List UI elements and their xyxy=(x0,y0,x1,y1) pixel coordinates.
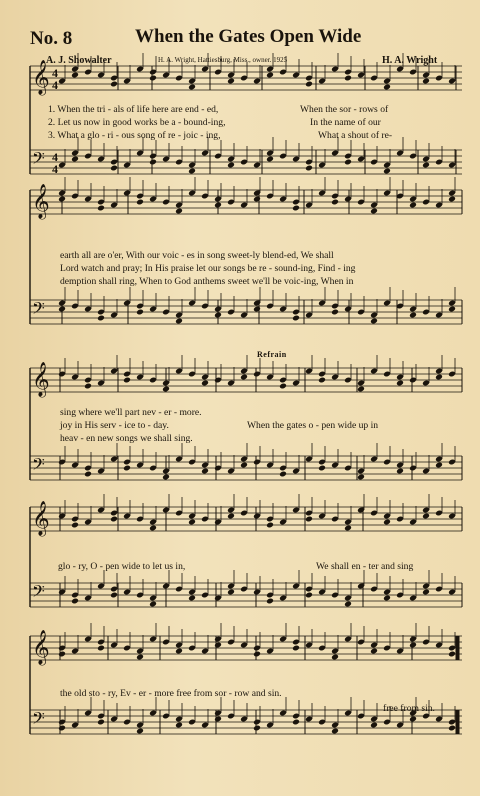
bass-clef-icon: 𝄢 xyxy=(32,454,45,478)
note-head xyxy=(149,75,157,82)
note-head xyxy=(448,651,456,658)
note-head xyxy=(253,725,261,732)
note-head xyxy=(422,162,430,169)
note-head xyxy=(84,471,92,478)
note-head xyxy=(383,168,391,175)
note-head xyxy=(97,315,105,322)
lyric-text: joy in His serv - ice to - day. xyxy=(60,420,169,431)
time-signature: 4 xyxy=(52,66,58,80)
note-head xyxy=(136,728,144,735)
note-head xyxy=(214,642,222,649)
note-head xyxy=(97,205,105,212)
verse-2-line-1 xyxy=(0,117,480,129)
note-head xyxy=(188,84,196,91)
note-head xyxy=(58,725,66,732)
note-head xyxy=(110,516,118,523)
note-head xyxy=(266,72,274,79)
treble-clef-icon: 𝄞 xyxy=(32,501,50,536)
note-head xyxy=(253,196,261,203)
time-signature: 4 xyxy=(52,162,58,176)
note-head xyxy=(383,519,391,526)
note-head xyxy=(97,719,105,726)
note-head xyxy=(123,377,131,384)
note-head xyxy=(136,199,144,206)
note-head xyxy=(71,156,79,163)
note-head xyxy=(175,648,183,655)
note-head xyxy=(305,592,313,599)
bass-clef-icon: 𝄢 xyxy=(32,298,45,322)
note-head xyxy=(175,318,183,325)
note-head xyxy=(370,318,378,325)
note-head xyxy=(84,383,92,390)
note-head xyxy=(344,525,352,532)
note-head xyxy=(292,645,300,652)
lyrics-author: H. A. Wright xyxy=(382,55,438,66)
note-head xyxy=(253,306,261,313)
verse-1-line-1 xyxy=(0,104,480,116)
verse-1-line-2 xyxy=(0,250,480,262)
note-head xyxy=(370,722,378,729)
verse-1-line-3 xyxy=(0,407,480,419)
note-head xyxy=(344,159,352,166)
lyric-text: In the name of our xyxy=(310,117,381,128)
bass-clef-icon: 𝄢 xyxy=(32,148,45,172)
note-head xyxy=(448,306,456,313)
note-head xyxy=(383,595,391,602)
note-head xyxy=(58,651,66,658)
note-head xyxy=(110,81,118,88)
note-head xyxy=(266,598,274,605)
copyright-notice: H. A. Wright, Hattiesburg, Miss., owner. 1925 xyxy=(158,56,288,64)
note-head xyxy=(422,513,430,520)
bass-clef-icon: 𝄢 xyxy=(32,581,45,605)
note-head xyxy=(357,474,365,481)
note-head xyxy=(305,165,313,172)
note-head xyxy=(409,716,417,723)
treble-clef-icon: 𝄞 xyxy=(32,184,50,219)
note-head xyxy=(279,471,287,478)
lyric-text: free from sin. xyxy=(383,703,435,714)
lyric-text: earth all are o'er, With our voic - es in song sweet-ly blend-ed, We shall xyxy=(60,250,334,261)
note-head xyxy=(370,648,378,655)
note-head xyxy=(422,78,430,85)
lyric-text: When the sor - rows of xyxy=(300,104,389,115)
note-head xyxy=(435,374,443,381)
note-head xyxy=(136,654,144,661)
lyric-text: 3. What a glo - ri - ous song of re - joic - ing, xyxy=(48,130,221,141)
note-head xyxy=(409,312,417,319)
note-head xyxy=(201,468,209,475)
note-head xyxy=(435,462,443,469)
note-head xyxy=(71,522,79,529)
treble-clef-icon: 𝄞 xyxy=(32,60,50,95)
verse-3-line-1 xyxy=(0,130,480,142)
refrain-label: Refrain xyxy=(257,350,287,359)
note-head xyxy=(357,386,365,393)
refrain-line-2 xyxy=(0,688,480,700)
lyric-text: We shall en - ter and sing xyxy=(316,561,414,572)
lyric-text: glo - ry, O - pen wide to let us in, xyxy=(58,561,186,572)
time-signature: 4 xyxy=(52,78,58,92)
note-head xyxy=(318,377,326,384)
music-composer: A. J. Showalter xyxy=(46,55,112,66)
note-head xyxy=(292,205,300,212)
bass-clef-icon: 𝄢 xyxy=(32,708,45,732)
lyric-text: heav - en new songs we shall sing. xyxy=(60,433,193,444)
lyric-text: demption shall ring, When to God anthems sweet we'll be voic-ing, When in xyxy=(60,276,354,287)
note-head xyxy=(227,78,235,85)
note-head xyxy=(292,719,300,726)
note-head xyxy=(370,208,378,215)
lyric-text: 2. Let us now in good works be a - bound-ing, xyxy=(48,117,226,128)
lyric-text: the old sto - ry, Ev - er - more free from sor - row and sin. xyxy=(60,688,282,699)
lyric-text: When the gates o - pen wide up in xyxy=(247,420,379,431)
note-head xyxy=(214,716,222,723)
note-head xyxy=(149,525,157,532)
note-head xyxy=(240,462,248,469)
note-head xyxy=(409,202,417,209)
note-head xyxy=(149,601,157,608)
note-head xyxy=(188,595,196,602)
note-head xyxy=(279,383,287,390)
note-head xyxy=(331,199,339,206)
note-head xyxy=(71,598,79,605)
lyric-text: sing where we'll part nev - er - more. xyxy=(60,407,202,418)
note-head xyxy=(110,592,118,599)
refrain-ending xyxy=(0,703,480,715)
treble-clef-icon: 𝄞 xyxy=(32,362,50,397)
note-head xyxy=(396,380,404,387)
refrain-line-1 xyxy=(0,561,480,573)
lyric-text: 1. When the tri - als of life here are end - ed, xyxy=(48,104,219,115)
time-signature: 4 xyxy=(52,150,58,164)
note-head xyxy=(97,645,105,652)
note-head xyxy=(175,722,183,729)
verse-3-line-3 xyxy=(0,433,480,445)
note-head xyxy=(136,309,144,316)
note-head xyxy=(201,380,209,387)
lyric-text: What a shout of re- xyxy=(318,130,393,141)
note-head xyxy=(331,654,339,661)
note-head xyxy=(175,208,183,215)
note-head xyxy=(292,315,300,322)
note-head xyxy=(383,84,391,91)
note-head xyxy=(227,162,235,169)
note-head xyxy=(188,519,196,526)
note-head xyxy=(331,728,339,735)
note-head xyxy=(110,165,118,172)
note-head xyxy=(71,72,79,79)
verse-2-line-2 xyxy=(0,263,480,275)
verse-3-line-2 xyxy=(0,276,480,288)
note-head xyxy=(344,601,352,608)
note-head xyxy=(409,642,417,649)
note-head xyxy=(123,465,131,472)
note-head xyxy=(240,374,248,381)
note-head xyxy=(266,522,274,529)
note-head xyxy=(331,309,339,316)
note-head xyxy=(344,75,352,82)
treble-clef-icon: 𝄞 xyxy=(32,630,50,665)
note-head xyxy=(227,589,235,596)
note-head xyxy=(305,81,313,88)
note-head xyxy=(188,168,196,175)
note-head xyxy=(253,651,261,658)
note-head xyxy=(448,196,456,203)
note-head xyxy=(318,465,326,472)
hymn-title: When the Gates Open Wide xyxy=(135,26,362,47)
note-head xyxy=(305,516,313,523)
lyric-text: Lord watch and pray; In His praise let our songs be re - sound-ing, Find - ing xyxy=(60,263,356,274)
note-head xyxy=(422,589,430,596)
note-head xyxy=(227,513,235,520)
note-head xyxy=(396,468,404,475)
hymn-number: No. 8 xyxy=(30,28,73,49)
note-head xyxy=(266,156,274,163)
note-head xyxy=(149,159,157,166)
note-head xyxy=(448,725,456,732)
verse-2-line-3 xyxy=(0,420,480,432)
